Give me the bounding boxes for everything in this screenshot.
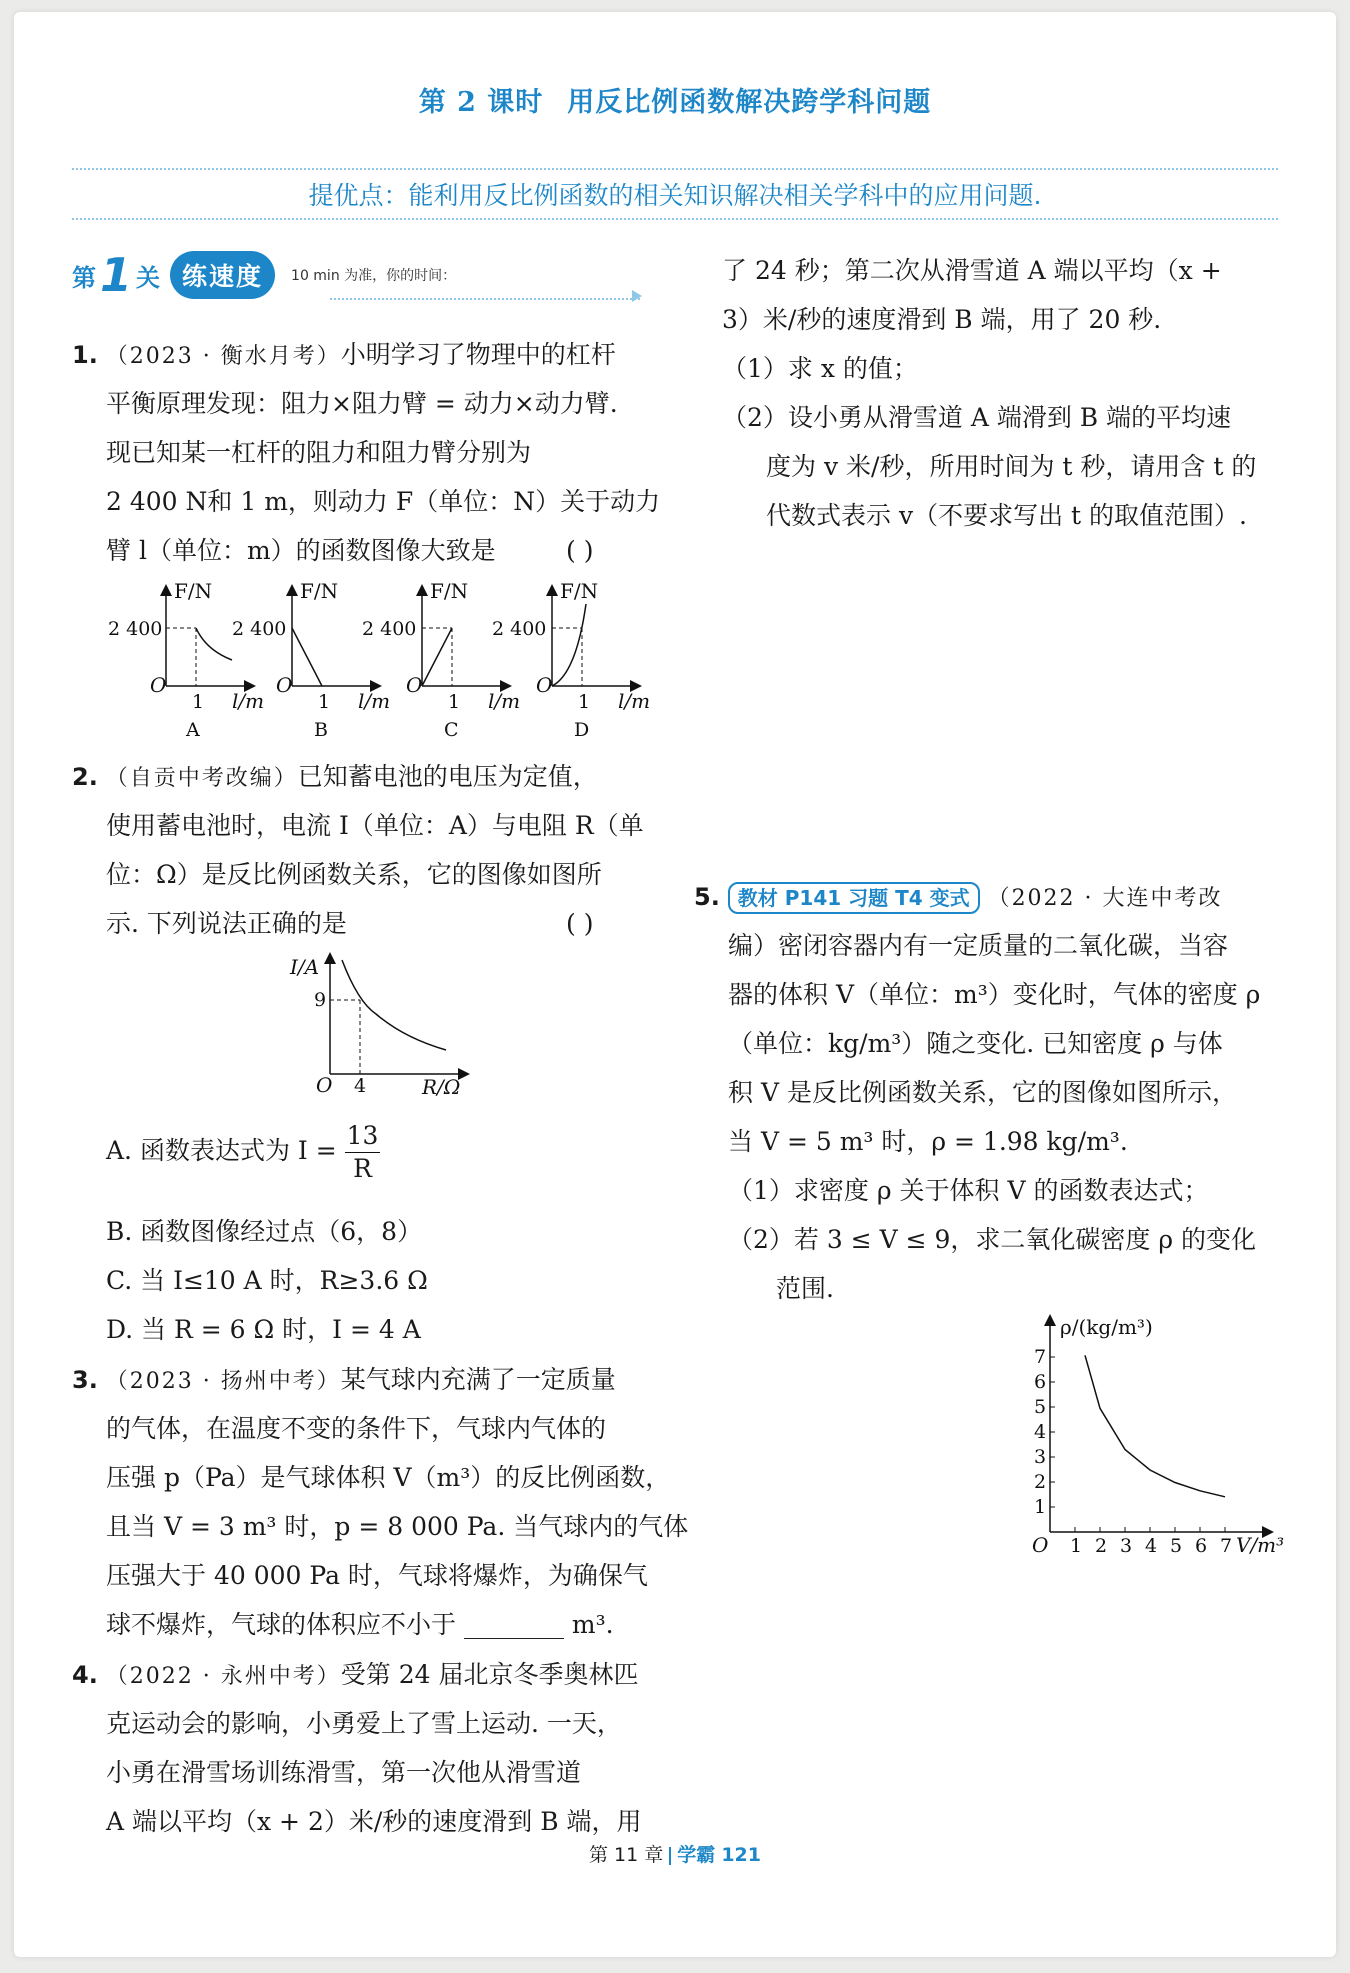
question-3 [72, 1355, 689, 1655]
x-axis-label: l/m [232, 689, 265, 713]
question-text: 器的体积 V（单位：m³）变化时，气体的密度 ρ [728, 980, 1261, 1009]
question-text: 2 400 N和 1 m，则动力 F（单位：N）关于动力 [106, 487, 661, 516]
x-tick: 1 [318, 691, 331, 713]
section-number: 1 [100, 248, 133, 302]
question-number: 1. [72, 341, 98, 369]
question-source: （2023 · 衡水月考） [105, 344, 341, 369]
question-4-continued [722, 246, 1282, 546]
y-tick-label: 1 [1034, 1496, 1047, 1518]
x-axis-label: l/m [618, 689, 651, 713]
page-number: 121 [721, 1844, 761, 1866]
y-tick: 2 400 [362, 618, 417, 640]
option-letter: D [574, 719, 590, 738]
y-axis-label: F/N [174, 579, 213, 603]
section-heading [72, 250, 456, 300]
option-letter: C [444, 719, 459, 738]
y-tick-label: 3 [1034, 1446, 1047, 1468]
page-subtitle: 提优点：能利用反比例函数的相关知识解决相关学科中的应用问题. [308, 181, 1042, 210]
question-text: 且当 V = 3 m³ 时，p = 8 000 Pa. 当气球内的气体 [106, 1512, 689, 1541]
y-tick: 2 400 [108, 618, 163, 640]
divider-top [72, 168, 1278, 170]
x-tick-label: 2 [1095, 1535, 1108, 1557]
x-axis-label: l/m [488, 689, 521, 713]
question-source: （2022 · 大连中考改 [987, 886, 1223, 911]
question-number: 5. [694, 883, 720, 911]
option-c: C. 当 I≤10 A 时，R≥3.6 Ω [106, 1266, 428, 1295]
q5-chart [1010, 1312, 1300, 1562]
fraction-numerator: 13 [345, 1120, 381, 1153]
question-text: （2）设小勇从滑雪道 A 端滑到 B 端的平均速 [722, 403, 1232, 432]
footer-separator [669, 1847, 671, 1865]
x-tick: 1 [192, 691, 205, 713]
origin-label: O [276, 673, 293, 697]
question-text: 压强大于 40 000 Pa 时，气球将爆炸，为确保气 [106, 1561, 648, 1590]
question-text: 克运动会的影响，小勇爱上了雪上运动. 一天， [106, 1709, 622, 1738]
y-tick: 2 400 [232, 618, 287, 640]
question-5 [694, 872, 1294, 1312]
x-axis-label: R/Ω [422, 1075, 461, 1099]
x-tick-label: 3 [1120, 1535, 1133, 1557]
q1-graphs [100, 578, 660, 738]
question-4 [72, 1650, 662, 1850]
q2-graph [284, 950, 484, 1100]
section-dotted-line [330, 298, 640, 300]
y-axis-label: F/N [300, 579, 339, 603]
option-a-text: A. 函数表达式为 I = [106, 1136, 337, 1165]
question-source: （自贡中考改编） [105, 766, 298, 791]
y-tick-label: 7 [1034, 1346, 1047, 1368]
question-1 [72, 330, 662, 590]
y-axis-label: F/N [430, 579, 469, 603]
question-text: 位：Ω）是反比例函数关系，它的图像如图所 [106, 860, 602, 889]
question-text: 编）密闭容器内有一定质量的二氧化碳，当容 [728, 931, 1229, 960]
x-tick: 1 [448, 691, 461, 713]
time-note: 10 min 为准，你的时间： [291, 268, 457, 284]
fraction [345, 1120, 381, 1185]
answer-paren: ( ) [566, 909, 594, 938]
question-text: 小明学习了物理中的杠杆 [340, 340, 616, 369]
question-text: 了 24 秒；第二次从滑雪道 A 端以平均（x + [722, 256, 1222, 285]
question-text: 使用蓄电池时，电流 I（单位：A）与电阻 R（单 [106, 811, 644, 840]
fraction-denominator: R [353, 1154, 372, 1183]
question-text: （2）若 3 ≤ V ≤ 9，求二氧化碳密度 ρ 的变化 [728, 1225, 1256, 1254]
question-text: 臂 l（单位：m）的函数图像大致是 [106, 536, 496, 565]
x-tick: 4 [354, 1075, 367, 1097]
question-text: （1）求 x 的值； [722, 354, 918, 383]
question-text: （1）求密度 ρ 关于体积 V 的函数表达式； [728, 1176, 1209, 1205]
y-tick: 2 400 [492, 618, 547, 640]
question-text: 已知蓄电池的电压为定值， [297, 762, 598, 791]
question-text: 的气体，在温度不变的条件下，气球内气体的 [106, 1414, 607, 1443]
page-footer [0, 1840, 1350, 1867]
section-di: 第 [72, 263, 96, 292]
textbook-badge: 教材 P141 习题 T4 变式 [728, 882, 980, 914]
section-guan: 关 [136, 263, 161, 292]
section-pill: 练速度 [170, 251, 275, 299]
x-axis-label: V/m³ [1236, 1533, 1285, 1557]
question-2 [72, 752, 662, 952]
y-axis-label: I/A [290, 955, 320, 979]
origin-label: O [150, 673, 167, 697]
question-number: 2. [72, 763, 98, 791]
y-tick-label: 2 [1034, 1471, 1047, 1493]
question-text: 3）米/秒的速度滑到 B 端，用了 20 秒. [722, 305, 1162, 334]
question-text: 示. 下列说法正确的是 [106, 909, 347, 938]
question-text: 积 V 是反比例函数关系，它的图像如图所示， [728, 1078, 1237, 1107]
y-axis-label: F/N [560, 579, 599, 603]
question-text: 当 V = 5 m³ 时，ρ = 1.98 kg/m³. [728, 1127, 1128, 1156]
option-b: B. 函数图像经过点（6，8） [106, 1217, 423, 1246]
question-text: 某气球内充满了一定质量 [340, 1365, 616, 1394]
option-a [106, 1120, 380, 1185]
graph-b [232, 579, 390, 738]
question-number: 3. [72, 1366, 98, 1394]
question-text: 平衡原理发现：阻力×阻力臂 = 动力×动力臂. [106, 389, 618, 418]
y-tick-label: 5 [1034, 1396, 1047, 1418]
origin-label: O [536, 673, 553, 697]
brand-label: 学霸 [677, 1844, 716, 1866]
x-tick-label: 5 [1170, 1535, 1183, 1557]
question-text: 受第 24 届北京冬季奥林匹 [340, 1660, 639, 1689]
y-tick-label: 6 [1034, 1371, 1047, 1393]
question-text: 代数式表示 v（不要求写出 t 的取值范围）. [766, 501, 1247, 530]
chapter-label: 第 11 章 [589, 1844, 664, 1866]
x-axis-label: l/m [358, 689, 391, 713]
graph-a [108, 579, 264, 738]
origin-label: O [316, 1073, 333, 1097]
question-text: 小勇在滑雪场训练滑雪，第一次他从滑雪道 [106, 1758, 582, 1787]
option-letter: B [314, 719, 328, 738]
y-tick: 9 [314, 989, 327, 1011]
question-text: A 端以平均（x + 2）米/秒的速度滑到 B 端，用 [106, 1807, 642, 1836]
x-tick-label: 1 [1070, 1535, 1083, 1557]
answer-paren: ( ) [566, 536, 594, 565]
origin-label: O [406, 673, 423, 697]
y-tick-label: 4 [1034, 1421, 1047, 1443]
divider-bottom [72, 218, 1278, 220]
x-tick-label: 6 [1195, 1535, 1208, 1557]
question-number: 4. [72, 1661, 98, 1689]
question-text: 现已知某一杠杆的阻力和阻力臂分别为 [106, 438, 532, 467]
origin-label: O [1032, 1533, 1049, 1557]
page-title: 第 2 课时 用反比例函数解决跨学科问题 [418, 87, 932, 118]
x-tick: 1 [578, 691, 591, 713]
option-letter: A [186, 719, 200, 738]
x-tick-label: 7 [1220, 1535, 1233, 1557]
question-text: 球不爆炸，气球的体积应不小于 ________ m³. [106, 1610, 614, 1639]
question-source: （2022 · 永州中考） [105, 1664, 341, 1689]
question-text: 范围. [776, 1274, 834, 1303]
question-source: （2023 · 扬州中考） [105, 1369, 341, 1394]
x-tick-label: 4 [1145, 1535, 1158, 1557]
option-d: D. 当 R = 6 Ω 时，I = 4 A [106, 1315, 421, 1344]
question-text: （单位：kg/m³）随之变化. 已知密度 ρ 与体 [728, 1029, 1223, 1058]
y-axis-label: ρ/(kg/m³) [1060, 1315, 1153, 1339]
graph-d [492, 579, 650, 738]
question-text: 压强 p（Pa）是气球体积 V（m³）的反比例函数， [106, 1463, 671, 1492]
question-text: 度为 v 米/秒，所用时间为 t 秒，请用含 t 的 [766, 452, 1257, 481]
density-curve [1085, 1355, 1225, 1497]
graph-c [362, 579, 520, 738]
arrow-right-icon [632, 290, 642, 302]
